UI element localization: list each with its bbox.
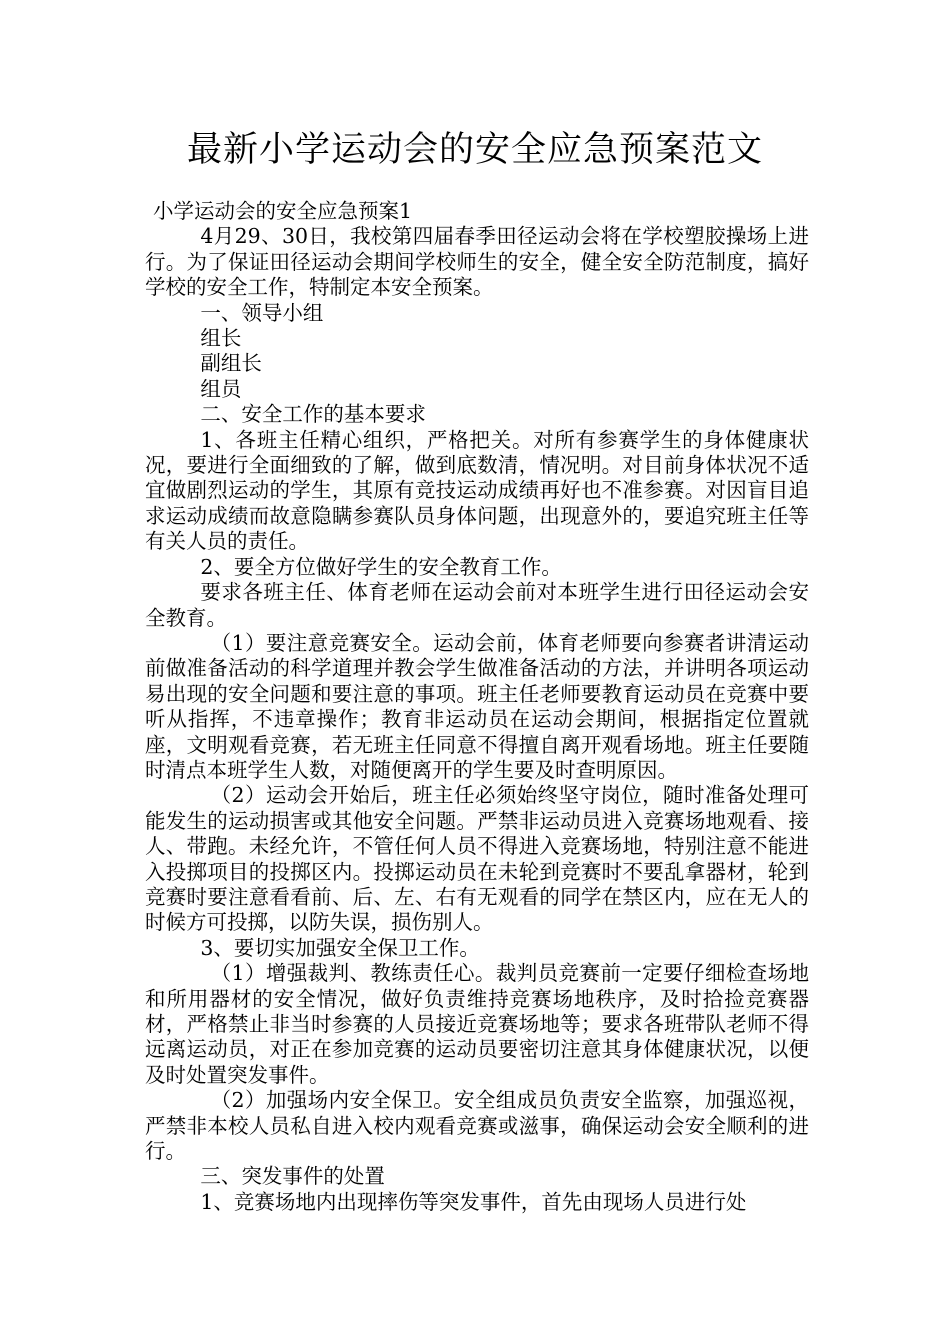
document-body <box>145 199 809 1215</box>
heading-leadership-group: 一、领导小组 <box>200 300 324 325</box>
role-leader: 组长 <box>200 326 242 351</box>
paragraph-emergency-1: 1、竞赛场地内出现摔伤等突发事件，首先由现场人员进行处 <box>200 1189 747 1214</box>
paragraph-intro: 4月29、30日，我校第四届春季田径运动会将在学校塑胶操场上进行。为了保证田径运动会期间学校师生的安全，健全安全防范制度，搞好学校的安全工作，特制定本安全预案。 <box>145 224 809 300</box>
paragraph-referee-responsibility: （1）增强裁判、教练责任心。裁判员竞赛前一定要仔细检查场地和所用器材的安全情况，做好负责维持竞赛场地秩序，及时拾捡竞赛器材，严格禁止非当时参赛的人员接近竞赛场地等；要求各班带队老师不得远离运动员，对正在参加竞赛的运动员要密切注意其身体健康状况，以便及时处置突发事件。 <box>145 961 809 1087</box>
paragraph-during-games: （2）运动会开始后，班主任必须始终坚守岗位，随时准备处理可能发生的运动损害或其他安全问题。严禁非运动员进入竞赛场地观看、接人、带跑。未经允许，不管任何人员不得进入竞赛场地，特别注意不能进入投掷项目的投掷区内。投掷运动员在未轮到竞赛时不要乱拿器材，轮到竞赛时要注意看看前、后、左、右有无观看的同学在禁区内，应在无人的时候方可投掷，以防失误，损伤别人。 <box>145 783 809 935</box>
document-title: 最新小学运动会的安全应急预案范文 <box>186 130 763 170</box>
paragraph-competition-safety: （1）要注意竞赛安全。运动会前，体育老师要向参赛者讲清运动前做准备活动的科学道理并教会学生做准备活动的方法，并讲明各项运动易出现的安全问题和要注意的事项。班主任老师要教育运动员在竞赛中要听从指挥，不违章操作；教育非运动员在运动会期间，根据指定位置就座，文明观看竞赛，若无班主任同意不得擅自离开观看场地。班主任要随时清点本班学生人数，对随便离开的学生要及时查明原因。 <box>145 630 809 782</box>
paragraph-requirement-3: 3、要切实加强安全保卫工作。 <box>200 935 480 960</box>
role-deputy-leader: 副组长 <box>200 351 262 376</box>
section-subtitle: 小学运动会的安全应急预案1 <box>153 199 413 223</box>
paragraph-requirement-2-detail: 要求各班主任、体育老师在运动会前对本班学生进行田径运动会安全教育。 <box>145 580 809 630</box>
heading-basic-requirements: 二、安全工作的基本要求 <box>200 402 426 427</box>
heading-emergency-handling: 三、突发事件的处置 <box>200 1164 385 1189</box>
paragraph-requirement-1: 1、各班主任精心组织，严格把关。对所有参赛学生的身体健康状况，要进行全面细致的了解，做到底数清，情况明。对目前身体状况不适宜做剧烈运动的学生，其原有竞技运动成绩再好也不准参赛。对因盲目追求运动成绩而故意隐瞒参赛队员身体问题，出现意外的，要追究班主任等有关人员的责任。 <box>145 427 809 554</box>
role-member: 组员 <box>200 376 242 401</box>
paragraph-onsite-security: （2）加强场内安全保卫。安全组成员负责安全监察，加强巡视，严禁非本校人员私自进入校内观看竞赛或滋事，确保运动会安全顺利的进行。 <box>145 1088 809 1164</box>
paragraph-requirement-2: 2、要全方位做好学生的安全教育工作。 <box>200 554 562 579</box>
